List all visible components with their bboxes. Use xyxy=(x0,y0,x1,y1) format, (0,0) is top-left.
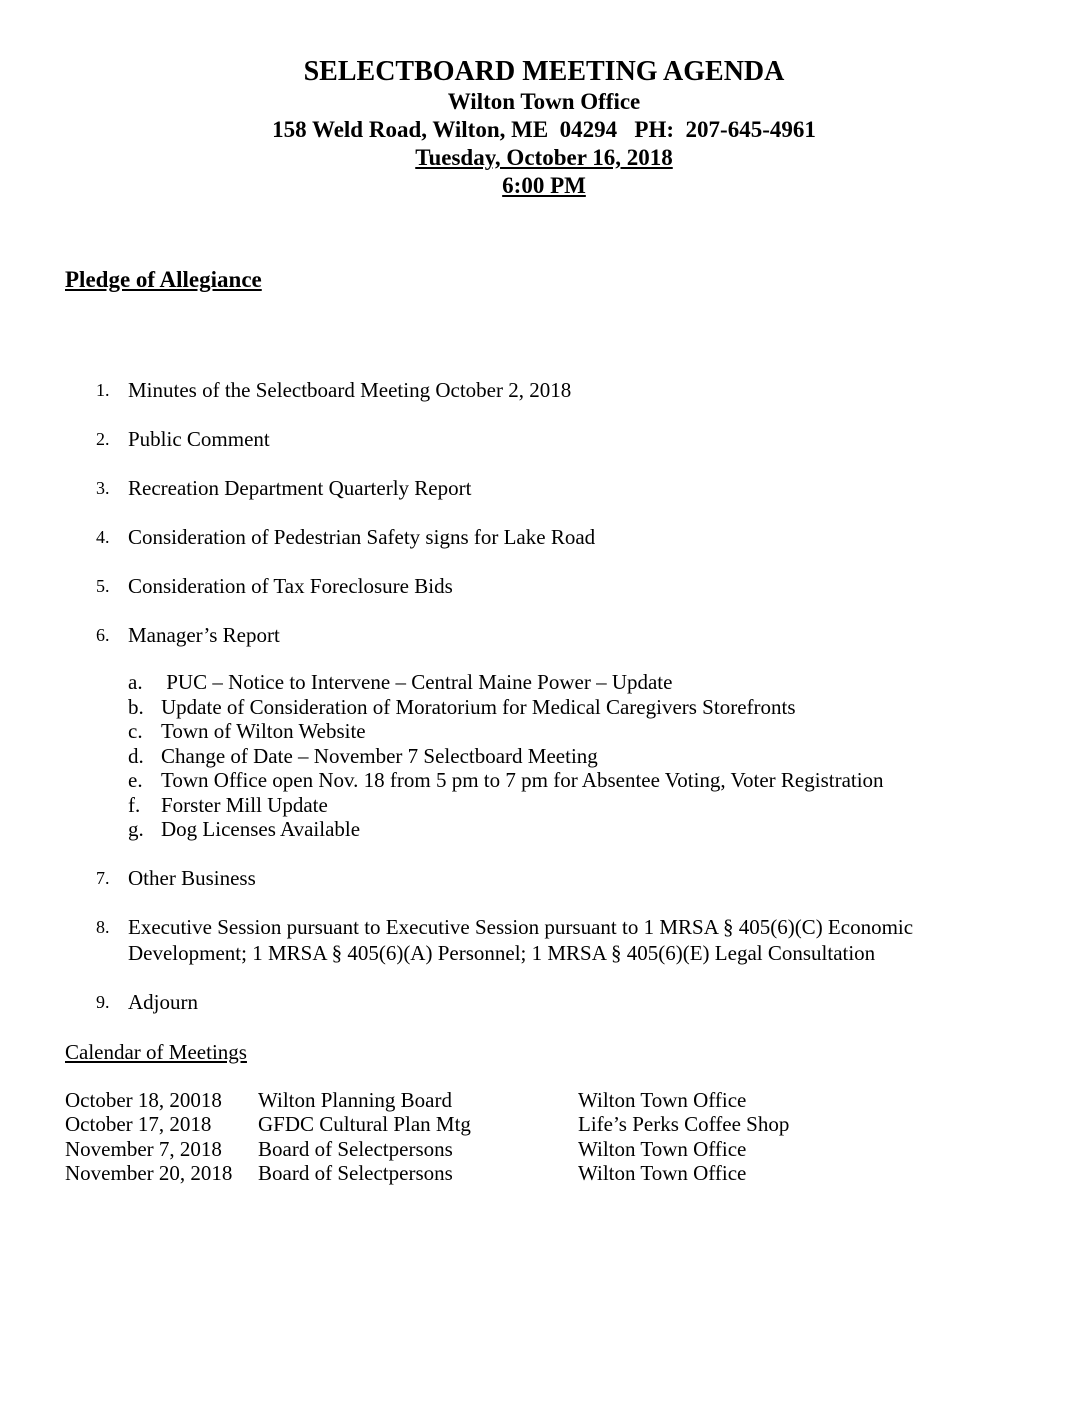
agenda-item-text: Adjourn xyxy=(128,989,198,1014)
agenda-list xyxy=(65,377,1023,1015)
sub-item-letter: e. xyxy=(128,768,143,792)
sub-item-text: Town of Wilton Website xyxy=(161,719,366,743)
manager-report-sub-list xyxy=(128,670,1023,842)
agenda-item-number: 6. xyxy=(96,625,110,645)
sub-item-letter: f. xyxy=(128,792,141,817)
sub-item-letter: g. xyxy=(128,817,144,841)
agenda-item-7 xyxy=(65,865,1023,891)
calendar-date: November 20, 2018 xyxy=(65,1161,233,1185)
calendar-meeting-body: Board of Selectpersons xyxy=(258,1136,453,1161)
sub-item-text: Dog Licenses Available xyxy=(161,817,361,841)
meeting-date-line: Tuesday, October 16, 2018 xyxy=(415,145,673,170)
sub-item-a xyxy=(64,670,1023,695)
agenda-item-9 xyxy=(65,989,1023,1015)
sub-item-e xyxy=(64,768,1023,793)
agenda-item-number: 9. xyxy=(96,991,110,1012)
agenda-item-number: 4. xyxy=(96,527,110,547)
sub-item-g xyxy=(64,817,1023,842)
sub-item-letter: c. xyxy=(128,719,143,743)
calendar-location: Wilton Town Office xyxy=(578,1136,747,1161)
agenda-item-text: Minutes of the Selectboard Meeting October 2, 2018 xyxy=(128,378,572,402)
agenda-item-number: 5. xyxy=(96,576,110,596)
calendar-location: Wilton Town Office xyxy=(578,1087,747,1112)
calendar-row xyxy=(65,1088,1023,1113)
sub-item-f xyxy=(64,793,1023,818)
sub-item-text: Forster Mill Update xyxy=(161,792,328,817)
calendar-heading: Calendar of Meetings xyxy=(65,1039,247,1064)
agenda-item-number: 2. xyxy=(96,429,110,449)
calendar-table xyxy=(65,1088,1023,1186)
agenda-item-5 xyxy=(65,573,1023,599)
agenda-item-text: Consideration of Pedestrian Safety signs for Lake Road xyxy=(128,525,596,549)
agenda-item-number: 3. xyxy=(96,478,110,498)
sub-item-letter: b. xyxy=(128,694,144,719)
calendar-location: Wilton Town Office xyxy=(578,1161,747,1185)
calendar-meeting-body: GFDC Cultural Plan Mtg xyxy=(258,1112,471,1136)
sub-item-letter: d. xyxy=(128,743,144,768)
pledge-heading: Pledge of Allegiance xyxy=(65,267,262,292)
agenda-item-text: Consideration of Tax Foreclosure Bids xyxy=(128,574,453,598)
sub-item-b xyxy=(64,695,1023,720)
sub-item-c xyxy=(64,719,1023,744)
calendar-date: October 18, 20018 xyxy=(65,1087,222,1112)
agenda-item-text: Executive Session pursuant to Executive Session pursuant to 1 MRSA § 405(6)(C) Economic Development; 1 MRSA § 405(6)(A) Personnel; 1 MRSA § 405(6)(E) Legal Consultation xyxy=(128,914,919,965)
document-title: SELECTBOARD MEETING AGENDA xyxy=(303,56,785,87)
sub-item-letter: a. xyxy=(128,670,143,694)
calendar-row xyxy=(65,1112,1023,1137)
calendar-meeting-body: Board of Selectpersons xyxy=(258,1161,453,1185)
sub-item-text: PUC – Notice to Intervene – Central Maine Power – Update xyxy=(161,670,673,694)
meeting-time-line: 6:00 PM xyxy=(502,173,586,198)
manager-report-label: Manager’s Report xyxy=(128,623,280,647)
agenda-item-number: 7. xyxy=(96,867,110,888)
sub-item-text: Town Office open Nov. 18 from 5 pm to 7 pm for Absentee Voting, Voter Registration xyxy=(161,768,884,792)
agenda-item-1 xyxy=(65,377,1023,403)
venue-line: Wilton Town Office xyxy=(447,89,641,114)
agenda-item-number: 8. xyxy=(96,916,110,937)
sub-item-d xyxy=(64,744,1023,769)
calendar-date: November 7, 2018 xyxy=(65,1136,222,1161)
agenda-item-8 xyxy=(65,914,1023,966)
address-line: 158 Weld Road, Wilton, ME 04294 PH: 207-645-4961 xyxy=(272,117,816,142)
agenda-item-text xyxy=(128,622,1023,842)
agenda-item-4 xyxy=(65,524,1023,550)
calendar-row xyxy=(65,1137,1023,1162)
calendar-meeting-body: Wilton Planning Board xyxy=(258,1087,452,1112)
agenda-item-text: Recreation Department Quarterly Report xyxy=(128,476,472,500)
agenda-item-number: 1. xyxy=(96,380,110,400)
calendar-location: Life’s Perks Coffee Shop xyxy=(578,1112,790,1136)
sub-item-text: Update of Consideration of Moratorium for Medical Caregivers Storefronts xyxy=(161,694,796,719)
calendar-row xyxy=(65,1161,1023,1186)
sub-item-text: Change of Date – November 7 Selectboard Meeting xyxy=(161,743,598,768)
agenda-item-text: Public Comment xyxy=(128,427,270,451)
document-header xyxy=(65,56,1023,200)
agenda-item-2 xyxy=(65,426,1023,452)
agenda-item-text: Other Business xyxy=(128,865,256,890)
agenda-item-6 xyxy=(65,622,1023,842)
calendar-date: October 17, 2018 xyxy=(65,1112,212,1136)
agenda-item-3 xyxy=(65,475,1023,501)
